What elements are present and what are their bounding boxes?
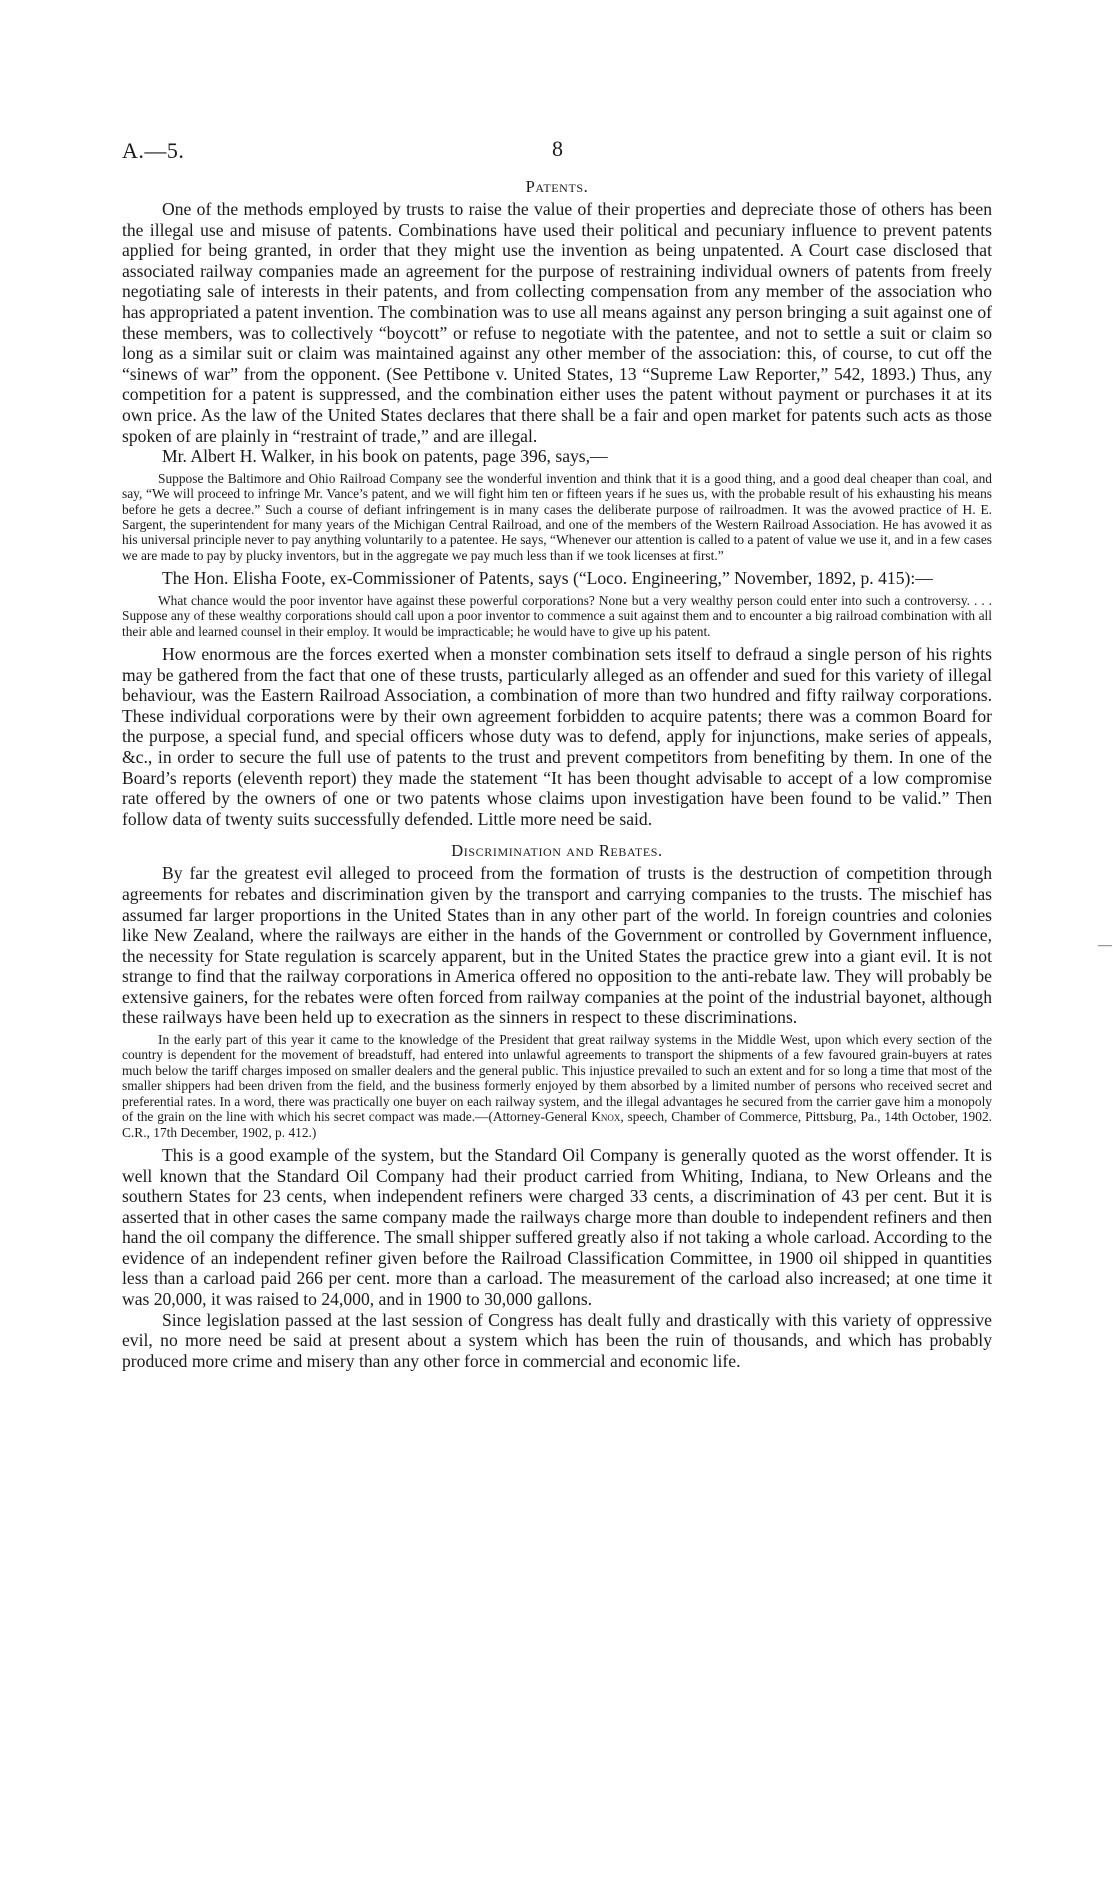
page-header — [122, 0, 992, 165]
paragraph: One of the methods employed by trusts to raise the value of their properties and depreciate those of others has been the illegal use and misuse of patents. Combinations have used their political and pecuniary influence to prevent patents applied for being granted, in order that they might use the invention as being unpatented. A Court case disclosed that associated railway companies made an agreement for the purpose of restraining individual owners of patents from freely negotiating sale of interests in their patents, and from collecting compensation from any member of the association who has appropriated a patent invention. The combination was to use all means against any person bringing a suit against one of these members, was to collectively “boycott” or refuse to negotiate with the patentee, and not to settle a suit or claim so long as a similar suit or claim was maintained against any other member of the association: this, of course, to cut off the “sinews of war” from the opponent. (See Pettibone v. United States, 13 “Supreme Law Reporter,” 542, 1893.) Thus, any competition for a patent is suppressed, and the combination either uses the patent without payment or purchases it at its own price. As the law of the United States declares that there shall be a fair and open market for patents such acts as those spoken of are plainly in “restraint of trade,” and are illegal. — [122, 199, 992, 446]
patents-section — [122, 177, 992, 829]
paragraph: Since legislation passed at the last session of Congress has dealt fully and drastically with this variety of oppressive evil, no more need be said at present about a system which has been the ruin of thousands, and which has probably produced more crime and misery than any other force in commercial and economic life. — [122, 1309, 992, 1371]
paragraph: How enormous are the forces exerted when a monster combination sets itself to defraud a single person of his rights may be gathered from the fact that one of these trusts, particularly alleged as an offender and sued for this variety of illegal behaviour, was the Eastern Railroad Association, a combination of more than two hundred and fifty railway corporations. These individual corporations were by their own agreement forbidden to acquire patents; there was a common Board for the purpose, a special fund, and special officers whose duty was to defend, apply for injunctions, make series of appeals, &c., in order to secure the full use of patents to the trust and prevent competitors from benefiting by them. In one of the Board’s reports (eleventh report) they made the statement “It has been thought advisable to accept of a low compromise rate offered by the owners of one or two patents whose claims upon investigation have been found to be valid.” Then follow data of twenty suits successfully defended. Little more need be said. — [122, 643, 992, 829]
margin-mark: — — [1098, 938, 1112, 953]
discrimination-section — [122, 841, 992, 1371]
block-quote — [122, 1032, 992, 1140]
paragraph: The Hon. Elisha Foote, ex-Commissioner of Patents, says (“Loco. Engineering,” November, 1892, p. 415):— — [162, 568, 933, 589]
section-heading-patents: Patents. — [525, 177, 589, 196]
page-number: 8 — [552, 136, 563, 161]
section-heading-discrimination: Discrimination and Rebates. — [451, 841, 663, 861]
block-quote: Suppose the Baltimore and Ohio Railroad Company see the wonderful invention and think that it is a good thing, and a good deal cheaper than coal, and say, “We will proceed to infringe Mr. Vance’s patent, and we will fight him ten or fifteen years if he sues us, with the probable result of his exhausting his means before he gets a decree.” Such a course of defiant infringement is in many cases the deliberate purpose of railroadmen. It was the avowed practice of H. E. Sargent, the superintendent for many years of the Michigan Central Railroad, and one of the members of the Western Railroad Association. He has avowed it as his universal principle never to pay anything voluntarily to a patentee. He says, “Whenever our attention is called to a patent of value we use it, and in a few cases we are made to pay by plucky inventors, but in the aggregate we pay much less than if we took licenses at first.” — [122, 470, 992, 563]
document-reference: A.—5. — [122, 138, 185, 163]
document-page — [122, 0, 992, 1371]
quote-author-name: Knox — [591, 1109, 621, 1125]
quote-citation: , speech, Chamber of Commerce, Pittsburg, Pa., 14th October, 1902. C.R., 17th December, 1902, p. 412.) — [122, 1109, 992, 1140]
paragraph: This is a good example of the system, but the Standard Oil Company is generally quoted as the worst offender. It is well known that the Standard Oil Company had their product carried from Whiting, Indiana, to New Orleans and the southern States for 23 cents, when independent refiners were charged 33 cents, a discrimination of 43 per cent. But it is asserted that in other cases the same company made the railways charge more than double to independent refiners and then hand the oil company the difference. The small shipper suffered greatly also if not taking a whole carload. According to the evidence of an independent refiner given before the Railroad Classification Committee, in 1900 oil shipped in quantities less than a carload paid 266 per cent. more than a carload. The measurement of the carload also increased; at one time it was 20,000, it was raised to 24,000, and in 1900 to 30,000 gallons. — [122, 1144, 992, 1310]
paragraph: Mr. Albert H. Walker, in his book on patents, page 396, says,— — [162, 446, 608, 467]
quote-text: In the early part of this year it came to the knowledge of the President that great railway systems in the Middle West, upon which every section of the country is dependent for the movement of breadstuff, had entered into unlawful agreements to transport the shipments of a few favoured grain-buyers at rates much below the tariff charges imposed on smaller dealers and the general public. This injustice prevailed to such an extent and for so long a time that most of the smaller shippers had been driven from the field, and the business formerly enjoyed by them absorbed by a limited number of persons who received secret and preferential rates. In a word, there was practically one buyer on each railway system, and the illegal advantages he secured from the carrier gave him a monopoly of the grain on the line with which his secret compact was made.—(Attorney-General — [122, 1032, 992, 1125]
block-quote: What chance would the poor inventor have against these powerful corporations? None but a very wealthy person could enter into such a controversy. . . . Suppose any of these wealthy corporations should call upon a poor inventor to commence a suit against them and to encounter a big railroad combination with all their able and learned counsel in their employ. It would be impracticable; he would have to give up his patent. — [122, 592, 992, 639]
paragraph: By far the greatest evil alleged to proceed from the formation of trusts is the destruction of competition through agreements for rebates and discrimination given by the transport and carrying companies to the trusts. The mischief has assumed far larger proportions in the United States than in any other part of the world. In foreign countries and colonies like New Zealand, where the railways are either in the hands of the Government or controlled by Government influence, the necessity for State regulation is scarcely apparent, but in the United States the practice grew into a giant evil. It is not strange to find that the railway corporations in America offered no opposition to the anti-rebate law. They will probably be extensive gainers, for the rebates were often forced from railway companies at the point of the industrial bayonet, although these railways have been held up to execration as the sinners in respect to these discriminations. — [122, 863, 992, 1028]
